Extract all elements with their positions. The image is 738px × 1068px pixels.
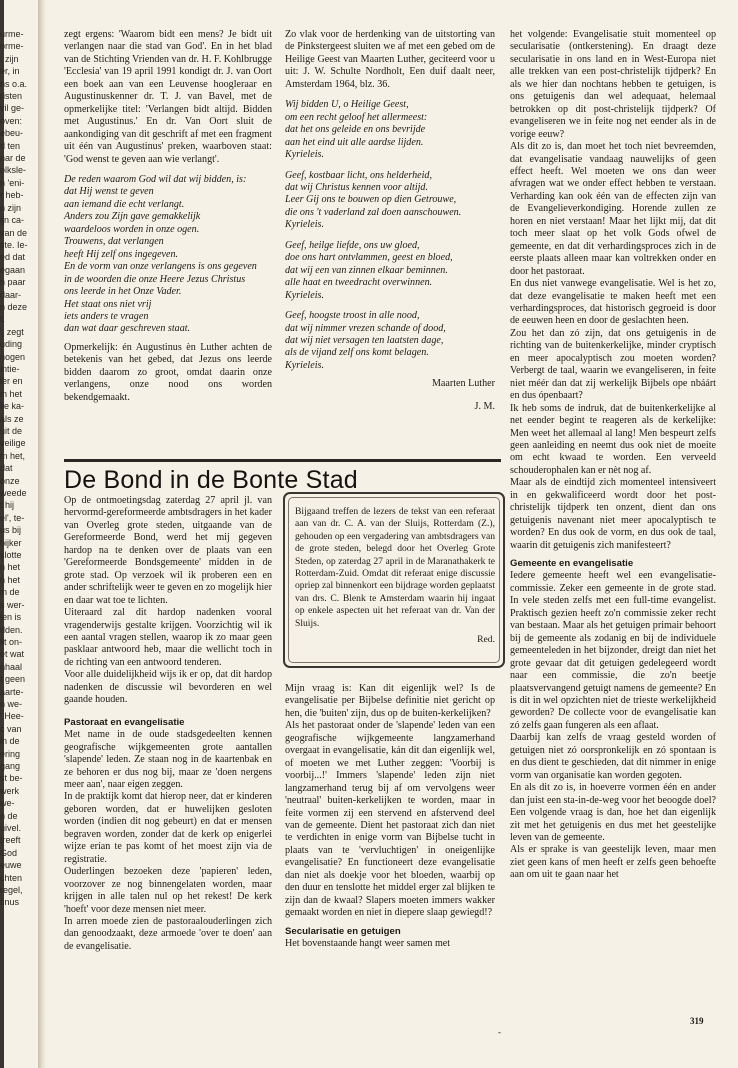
stub-line: n het [0,562,21,573]
editorial-note: Bijgaand treffen de lezers de tekst van een referaat aan van dr. C. A. van der Sluijs, Rotterdam (Z.), gehouden op een vergadering van ambtsdragers van de grote steden, belegd door het Overleg Grote Steden, op zaterdag 27 april in de Maranathakerk te Rotterdam-Zuid. Omdat dit referaat enige discussie opriep zal binnenkort een bijdrage worden geplaatst van drs. C. Blenk te Amsterdam waarin hij ingaat op enkele aspecten uit het referaat van dr. Van der Sluijs. [295,506,495,629]
prayer-line: die ons 't vaderland zal doen aanschouwen. [285,206,462,218]
stub-line: uit de [0,426,23,436]
prayer-line: Kyrieleis. [285,289,324,301]
stub-line: regel, [0,885,23,896]
stub-line: gang [0,760,21,771]
paragraph: Daarbij kan zelfs de vraag gesteld worden of getuigen niet zó oorspronkelijk en zó spontaan is en dus dient te geschieden, dat dit nimmer in enige vorm van organisatie kan worden gegoten. [510,732,716,781]
quote-line: Trouwens, dat verlangen [64,236,164,248]
stub-line: werk [0,785,20,796]
stub-line: ebeu- [0,128,24,139]
prayer-line: dat het ons geleide en ons bevrijde [285,124,426,136]
stub-line: n deze [0,301,28,312]
stub-line: dat [0,463,13,474]
paragraph: het volgende: Evangelisatie stuit momenteel op secularisatie (ontkerstening). En draagt deze secularisatie in ons land en in West-Europa niet alle trekken van een post-christelijk tijdperk? En als we hier dan nochtans hebben te getuigen, is ons getuigenis dan wel adequaat, helemaal betrokken op dit post-christelijk tijdperk? Of evangeliseren we in feite nog net eender als in de vorige eeuw? [510,29,716,140]
column-3-body [510,570,716,881]
column-1-top [64,29,272,404]
stub-line: veilige [0,438,26,449]
stub-line: in de [0,736,20,747]
quote-line: waardeloos worden in onze ogen. [64,223,200,235]
prayer-line: dat wij Christus kennen voor altijd. [285,181,428,193]
prayer-line: dat wij niet versagen ten laatsten dage, [285,334,444,346]
stub-line: c van [0,723,22,734]
quote-line: heeft Hij zelf ons ingegeven. [64,248,179,260]
article-headline: De Bond in de Bonte Stad [64,466,358,494]
stub-line: ler en [0,376,23,387]
prayer-line: Geef, hoogste troost in alle nood, [285,310,420,322]
subheading-secularisatie: Secularisatie en getuigen [285,925,401,937]
paragraph: zegt ergens: 'Waarom bidt een mens? Je bidt uit verlangen naar die stad van God'. En in het blad van de Stichting Vrienden van dr. H. F. Kohlbrugge 'Ecclesia' van 19 april 1991 kondigt dr. J. van Oort een boek aan van een Leuvense hoogleraar en Augustinuskenner dr. T. J. van Bavel, met de opmerkelijke titel: 'Verlangen bidt altijd. Bidden met Augustinus.' En dr. Van Oort sluit de aankondiging van dit geschrift af met een fragment uit één van Augustinus' preken, waarboven staat: 'God wenst te geven aan wie verlangt'. [64,29,272,165]
stub-line: urme- [0,29,24,39]
stub-line: lit on- [0,636,23,647]
paragraph: Ouderlingen bezoeken deze 'papieren' leden, voorzover ze nog binnengelaten worden, maar krijgen in alle talen nul op het rekest! De kerk 'hoeft' voor deze mensen niet meer. [64,866,272,915]
page-number: 319 [690,1016,704,1026]
stub-line: t geen [0,674,26,685]
stub-line: nogen [0,351,26,362]
quote-line: aan iemand die echt verlangt. [64,198,185,210]
stub-line: in het [0,388,23,399]
paragraph: Maar als de eindtijd zich momenteel intensiveert in en gekwalificeerd wordt door het post-christelijk tijdperk ten onzent, dient dan ons getuigenis navenant niet meer apocalyptisch te worden? En dus ook de vorm, en dus ook de taal, waarin dit getuigenis zich manifesteert? [510,477,716,551]
stub-line: vil ge- [0,103,25,114]
column-2-top [285,29,495,413]
editorial-signature: Red. [477,634,495,646]
adjacent-page-stub [0,28,34,909]
stub-line: ' Hee- [0,711,24,722]
stub-line: aarte- [0,686,24,697]
prayer-line: dat wij een van zinnen elkaar beminnen. [285,264,448,276]
prayer-line: Kyrieleis. [285,219,324,231]
prayer-line: Kyrieleis. [285,149,324,161]
paragraph: Zo vlak voor de herdenking van de uitstorting van de Pinkstergeest sluiten we af met een gebed om de Heilige Geest van Maarten Luther, geciteerd voor u uit: J. W. Schulte Nordholt, Een duif daalt neer, Amsterdam 1964, blz. 36. [285,29,495,90]
article-body [64,729,272,953]
stub-line: nar de [0,153,26,164]
column-3 [510,29,716,882]
subheading-pastoraat: Pastoraat en evangelisatie [64,716,185,728]
stub-line: ns o.a. [0,78,28,89]
prayer-stanza [285,240,495,302]
section-rule [64,459,501,462]
article-intro [64,495,272,707]
prayer-line: Kyrieleis. [285,359,324,371]
stub-line: onze [0,475,20,486]
author-luther: Maarten Luther [431,378,495,390]
paragraph: Als het pastoraat onder de 'slapende' leden van een geografische wijkgemeente langzamerhand overgaat in evangelisatie, kán dit dan eigenlijk wel, of moeten we met Luther zeggen: 'Voorbij is voorbij...!' Immers 'slapende' leden zijn niet langzamerhand terug bij af om vervolgens weer 'neutraal' buiten-kerkelijken te worden, maar in feite vormen zij een stervend en afstervend deel van de gemeente. Dient het pastoraat zich dan niet te verdichten in enige vorm van Bijbelse tucht in plaats van te 'vervluchtigen' in oneigenlijke evangelisatie? En functioneert deze evangelisatie dan niet als doekje voor het bloeden, waarbij op den duur en tenslotte het middel erger zal blijken te zijn dan de kwaal? Slapers moeten immers wakker gemaakt worden en niet in diepere slaap gewiegd!? [285,720,495,919]
quote-line: En de vorm van onze verlangens is ons gegeven [64,261,257,273]
paragraph: Een volgende vraag is dan, hoe het dan eigenlijk zit met het getuigenis en dus met het geestelijke leven van de gemeente. [510,807,716,843]
quote-line: Het staat ons niet vrij [64,298,152,310]
stub-line: intie- [0,363,20,374]
paragraph: In arren moede zien de pastoraalouderlingen zich dan genoodzaakt, deze armoede 'over te doen' aan de evangelisatie. [64,915,272,952]
stub-line: ed dat [0,252,26,263]
stub-line: m het, [0,450,26,461]
stub-line: euwe [0,860,22,871]
stub-line: daar- [0,289,22,300]
stub-line: lie ka- [0,401,25,412]
article-body-2 [285,683,495,920]
stub-line: ijn ca- [0,215,25,226]
quote-line: dat Hij wenst te geven [64,186,154,198]
stub-line: dden. [0,624,23,635]
paragraph: En als dit zo is, in hoeverre vormen één en ander dan juist een sta-in-de-weg voor het beoogde doel? [510,782,717,806]
stub-line: d ten [0,140,21,151]
stub-line: egaan [0,264,26,275]
paragraph: En dus niet vanwege evangelisatie. Wel is het zo, dat deze evangelisatie te maken heeft met een verhardingsproces, dat historisch gegroeid is door de eeuwen heen en door de geslachten heen. [510,278,716,327]
stub-line: uding [0,339,23,350]
stub-line: treeft [0,835,21,846]
prayer-line: om een recht geloof het allermeest: [285,111,428,123]
paragraph: Op de ontmoetingsdag zaterdag 27 april jl. van hervormd-gereformeerde ambtsdragers in het kader van Overleg grote steden, uitgaande van de Gereformeerde Bond, werd het mij gegeven hardop na te denken over de plaats van een 'Gereformeerde Bondsgemeente' midden in de grote stad. Op verzoek wil ik proberen een en ander schriftelijk weer te geven en zo mogelijk hier en daar wat toe te lichten. [64,495,272,606]
paragraph: In de praktijk komt dat hierop neer, dat er kinderen geboren worden, dat er huwelijken gesloten worden (indien dit nog gebeurt) en dat er mensen begraven worden, zonder dat de kerk op enigerlei wijze erían te pas komt of het moest zijn via de registratie. [64,791,272,865]
stub-line: weede [0,488,27,499]
editorial-note-box [283,492,505,668]
paragraph: Als er sprake is van geestelijk leven, maar men ziet geen kans of men heeft er zelfs geen behoefte aan om uit te gaan naar het [510,844,716,881]
prayer-line: Geef, heilge liefde, ons uw gloed, [285,239,420,251]
paragraph: Uiteraard zal dit hardop nadenken vooral vragenderwijs gestalte krijgen. Voorzichtig wil ik een aantal vragen stellen, waarop ik zo maar geen pasklaar antwoord heb, maar die wellicht toch in de richting van een antwoord tenderen. [64,607,272,668]
paragraph: Het bovenstaande hangt weer samen met [285,938,451,950]
prayer-line: Leer Gij ons te bouwen op dien Getrouwe, [285,194,457,206]
stub-line: len is [0,612,22,623]
quote-line: Anders zou Zijn gave gemakkelijk [64,211,201,223]
stub-line: chten [0,872,23,883]
stub-line: uivel. [0,823,22,833]
prayer-line: aan het eind uit alle aardse lijden. [285,136,424,148]
stub-line: st be- [0,773,23,784]
augustinus-quote [64,174,272,336]
stub-line: t hij [0,500,15,511]
stub-line: we- [0,798,15,809]
stub-line: ste. Ie- [0,239,28,250]
stub-line: olksle- [0,165,27,176]
page-gutter [38,0,46,1068]
dash-mark: - [498,1027,501,1037]
stub-line: us bij [0,525,22,536]
quote-line: in de woorden die onze Heere Jezus Christus [64,273,246,285]
stub-line: n 'eni- [0,177,25,188]
stub-line: el', te- [0,512,25,523]
prayer-line: als de vijand zelf ons komt belagen. [285,347,429,359]
stub-line: et wat [0,649,25,660]
paragraph: Met name in de oude stadsgedeelten kennen geografische wijkgemeenten grote aantallen 'slapende' leden. Ze staan nog in de kaartenbak en ze behoren er dus nog bij, maar ze 'doen nergens meer aan', naar eigen zeggen. [64,729,272,790]
stub-line: bijker [0,537,22,548]
paragraph: Zou het dan zó zijn, dat ons getuigenis in de richting van de buitenkerkelijke, minder cryptisch en meer apocalyptisch zou moeten worden? Verbergt de taal, waarin we evangeliseren, in feite niet méér dan dat zij werkelijk Bijbels ope nbáárt en dus ópenbaart? [510,327,716,402]
column-3-intro [510,29,716,552]
stub-line: n we- [0,698,23,709]
prayer-line: dat wij nimmer vrezen schande of dood, [285,322,446,334]
stub-line: van de [0,227,28,238]
luther-prayer [285,99,495,372]
paragraph: Voor alle duidelijkheid wijs ik er op, dat dit hardop nadenken de discussie wil bevorderen en wel gaande houden. [64,669,272,706]
stub-line: als ze [0,413,24,424]
prayer-stanza [285,310,495,372]
stub-line: slotte [0,550,22,561]
prayer-stanza [285,99,495,161]
stub-line: er, in [0,66,20,77]
stub-line: oven: [0,115,23,126]
stub-line: orme- [0,41,24,52]
paragraph: Ik heb soms de indruk, dat de buitenkerkelijke al net eender begint te reageren als de kerkelijke: Men weet het allemaal al lang! Men bespeurt zelfs geen aanleiding en neemt dus ook niet de moeite om echt kwaad te worden. Een verveeld schouderophalen kan er nèt nog af. [510,402,716,476]
stub-line: s wer- [0,599,25,610]
paragraph: Mijn vraag is: Kan dit eigenlijk wel? Is de evangelisatie per Bijbelse definitie niet gericht op hen, die 'buiten' zijn, dus op de buiten-kerkelijken? [285,683,495,719]
quote-line: dan wat daar geschreven staat. [64,323,191,335]
stub-line: r heb- [0,190,24,201]
stub-line: . zijn [0,53,19,64]
prayer-line: Wij bidden U, o Heilige Geest, [285,99,409,111]
quote-line: iets anders te vragen [64,310,149,322]
stub-line: n zijn [0,202,22,213]
prayer-line: alle haat en tweedracht overwinnen. [285,277,433,289]
paragraph: Als dit zo is, dan moet het toch niet bevreemden, dat evangelisatie vandaag nauwelijks of geen effect heeft. Wel moeten we ons dan weer afvragen wat we onder effect hebben te verstaan. Verharding kan ook één van de effecten zijn van de Evangelieverkondiging. Horende zullen ze horen en niet verstaan! Maar het lijkt mij, dat dit toch meer slaat op het volk Gods ofwel de gemeente, en dat dit verhardingsproces zich in de eerste plaats alleen maar kan voltrekken onder en door het pastoraat. [510,141,716,277]
paragraph: Iedere gemeente heeft wel een evangelisatie-commissie. Zeker een gemeente in de grote stad. In vele steden zelfs met een full-time evangelist. Praktisch gezien heeft zo'n commissie zeker recht van bestaan. Maar als het getuigen primair behoort bij de gemeente als zodanig en bij de individuele gemeenteleden in het bijzonder, dreigt dan niet het grote gevaar dat dit getuigen gedelegeerd wordt naar een commissie, die zo'n beetje plaatsvervangend getuigt namens de gemeente? En is dit in wel opzichten niet de trieste werkelijkheid geworden? De collecte voor de evangelisatie kan zó zelfs gaan fungeren als een aflaat. [510,570,717,731]
prayer-line: Geef, kostbaar licht, ons helderheid, [285,169,432,181]
prayer-stanza [285,170,495,232]
stub-line: ering [0,748,21,759]
prayer-line: doe ons hart ontvlammen, geest en bloed, [285,252,453,264]
stub-line: in de [0,587,20,598]
column-1-bottom [64,495,272,953]
author-initials: J. M. [474,400,495,412]
subheading-gemeente: Gemeente en evangelisatie [510,558,634,570]
stub-line: n de [0,810,18,821]
stub-line: ', zegt [0,326,24,337]
column-2-bottom [285,683,495,951]
stub-line: n paar [0,277,26,288]
stub-line: t. [0,314,6,325]
quote-line: ons leerde in het Onze Vader. [64,286,182,298]
paragraph: Opmerkelijk: én Augustinus èn Luther achten de betekenis van het gebed, dat Jezus ons leerde bidden daarom zo groot, omdat daarin onze verlangens, onze nood ons worden bekendgemaakt. [64,341,272,403]
stub-line: n het [0,574,21,585]
stub-line: God [0,847,18,858]
stub-line: tinus [0,897,20,908]
quote-line: De reden waarom God wil dat wij bidden, is: [64,173,247,185]
stub-line: nhaal [0,661,23,672]
stub-line: risten [0,91,23,102]
